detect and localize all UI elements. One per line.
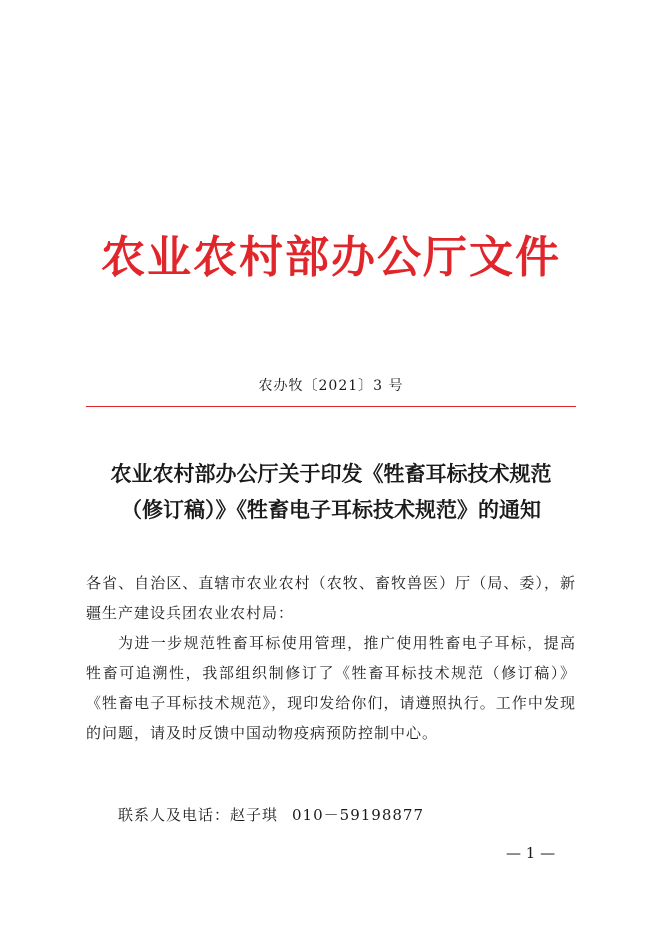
document-number: 农办牧〔2021〕3 号 — [258, 378, 404, 394]
contact-label: 联系人及电话：赵子琪 — [118, 806, 279, 824]
document-title — [80, 456, 582, 528]
contact-phone: 010－59198877 — [292, 806, 424, 824]
page-number: — 1 — — [506, 844, 556, 862]
document-title-line-2: （修订稿）》《牲畜电子耳标技术规范》的通知 — [121, 498, 541, 522]
contact-line — [118, 800, 424, 830]
document-body — [86, 568, 576, 748]
document-masthead: 农业农村部办公厅文件 — [101, 232, 561, 283]
red-divider-line — [86, 406, 576, 407]
body-paragraph: 为进一步规范牲畜耳标使用管理，推广使用牲畜电子耳标，提高牲畜可追溯性，我部组织制修订了《牲畜耳标技术规范（修订稿）》《牲畜电子耳标技术规范》，现印发给你们，请遵照执行。工作中发现的问题，请及时反馈中国动物疫病预防控制中心。 — [86, 634, 576, 742]
recipients-paragraph: 各省、自治区、直辖市农业农村（农牧、畜牧兽医）厅（局、委），新疆生产建设兵团农业农村局： — [86, 574, 576, 622]
document-title-line-1: 农业农村部办公厅关于印发《牲畜耳标技术规范 — [110, 462, 552, 486]
